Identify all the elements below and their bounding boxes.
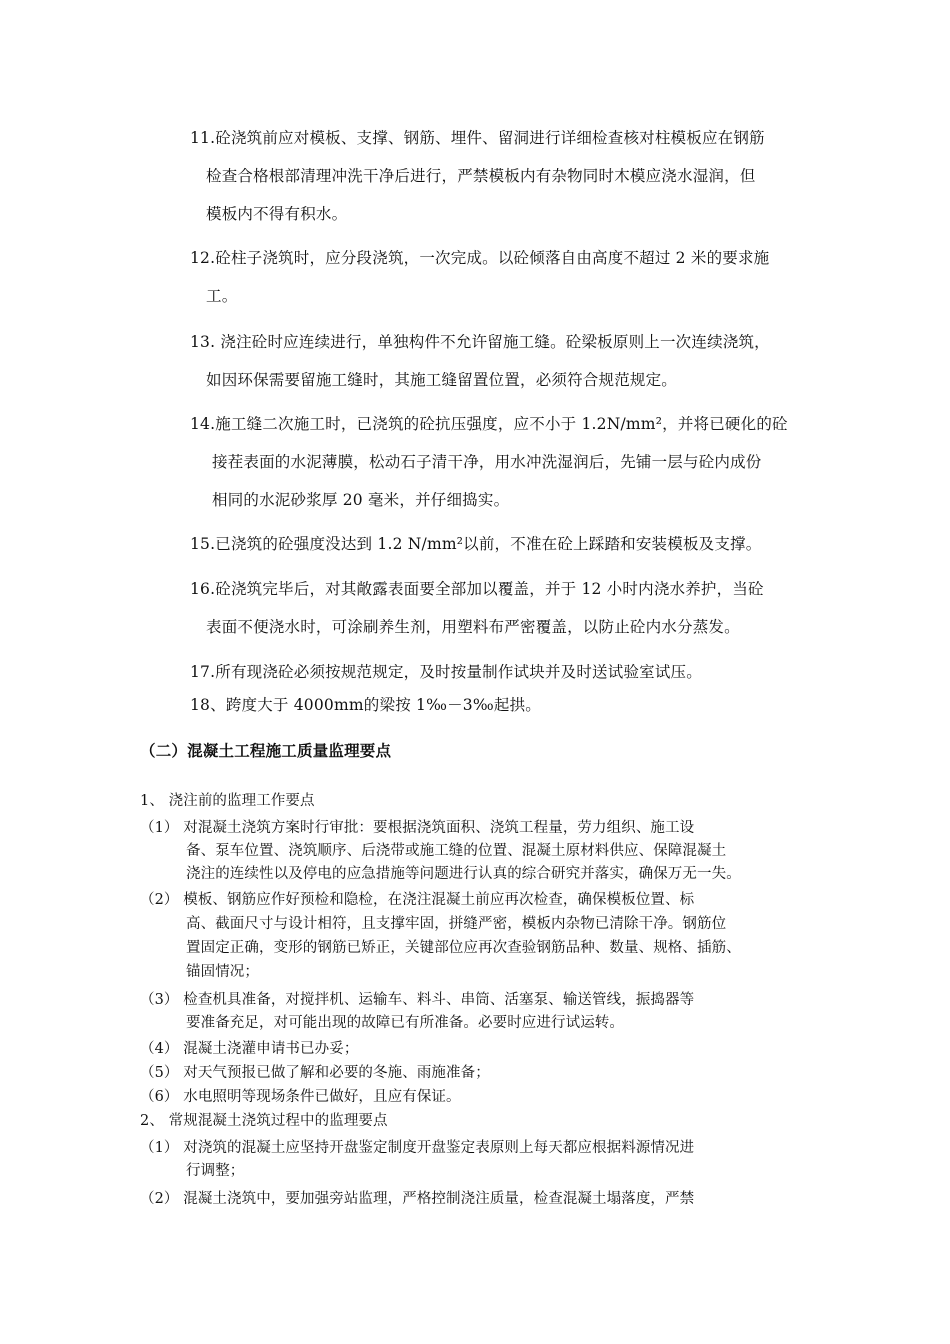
item-13-line-1: 13. 浇注砼时应连续进行，单独构件不允许留施工缝。砼梁板原则上一次连续浇筑， <box>190 333 770 351</box>
item-11-line-2: 检查合格根部清理冲洗干净后进行，严禁模板内有杂物同时木模应浇水湿润，但 <box>206 167 756 185</box>
sub2-item-2-line-1: （2） 混凝土浇筑中，要加强旁站监理，严格控制浇注质量，检查混凝土塌落度，严禁 <box>140 1191 695 1207</box>
item-14-line-2: 接茬表面的水泥薄膜，松动石子清干净，用水冲洗湿润后，先铺一层与砼内成份 <box>212 453 762 471</box>
sub1-item-2-line-3: 置固定正确，变形的钢筋已矫正，关键部位应再次查验钢筋品种、数量、规格、插筋、 <box>186 940 741 956</box>
sub1-item-2-line-2: 高、截面尺寸与设计相符，且支撑牢固，拼缝严密，模板内杂物已清除干净。钢筋位 <box>186 916 727 932</box>
item-14-line-3: 相同的水泥砂浆厚 20 毫米，并仔细捣实。 <box>212 491 510 509</box>
subsection-2-title: 2、 常规混凝土浇筑过程中的监理要点 <box>140 1113 388 1129</box>
item-11-line-3: 模板内不得有积水。 <box>206 205 348 223</box>
item-12-line-2: 工。 <box>206 287 238 305</box>
item-14-line-1: 14.施工缝二次施工时，已浇筑的砼抗压强度，应不小于 1.2N/mm²，并将已硬化的砼 <box>190 415 788 433</box>
sub2-item-1-line-2: 行调整； <box>186 1163 245 1179</box>
item-16-line-2: 表面不便浇水时，可涂刷养生剂，用塑料布严密覆盖，以防止砼内水分蒸发。 <box>206 618 740 636</box>
sub1-item-1-line-2: 备、泵车位置、浇筑顺序、后浇带或施工缝的位置、混凝土原材料供应、保障混凝土 <box>186 843 727 859</box>
subsection-1-title: 1、 浇注前的监理工作要点 <box>140 793 315 809</box>
sub1-item-4: （4） 混凝土浇灌申请书已办妥； <box>140 1041 359 1057</box>
sub1-item-5: （5） 对天气预报已做了解和必要的冬施、雨施准备； <box>140 1065 490 1081</box>
sub1-item-1-line-3: 浇注的连续性以及停电的应急措施等问题进行认真的综合研究并落实，确保万无一失。 <box>186 866 741 882</box>
item-13-line-2: 如因环保需要留施工缝时，其施工缝留置位置，必须符合规范规定。 <box>206 371 678 389</box>
section-heading: （二）混凝土工程施工质量监理要点 <box>140 741 392 760</box>
item-11-line-1: 11.砼浇筑前应对模板、支撑、钢筋、埋件、留洞进行详细检查核对柱模板应在钢筋 <box>190 129 765 147</box>
item-17-line-1: 17.所有现浇砼必须按规范规定，及时按量制作试块并及时送试验室试压。 <box>190 663 702 681</box>
item-18-line-1: 18、跨度大于 4000mm的梁按 1‰－3‰起拱。 <box>190 696 541 714</box>
sub1-item-3-line-2: 要准备充足，对可能出现的故障已有所准备。必要时应进行试运转。 <box>186 1015 624 1031</box>
sub1-item-6: （6） 水电照明等现场条件已做好，且应有保证。 <box>140 1089 461 1105</box>
item-15-line-1: 15.已浇筑的砼强度没达到 1.2 N/mm²以前，不准在砼上踩踏和安装模板及支撑。 <box>190 535 762 553</box>
sub1-item-3-line-1: （3） 检查机具准备，对搅拌机、运输车、料斗、串筒、活塞泵、输送管线，振捣器等 <box>140 992 695 1008</box>
sub1-item-2-line-4: 锚固情况； <box>186 964 259 980</box>
sub1-item-1-line-1: （1） 对混凝土浇筑方案时行审批：要根据浇筑面积、浇筑工程量，劳力组织、施工设 <box>140 820 695 836</box>
item-16-line-1: 16.砼浇筑完毕后，对其敞露表面要全部加以覆盖，并于 12 小时内浇水养护，当砼 <box>190 580 764 598</box>
sub1-item-2-line-1: （2） 模板、钢筋应作好预检和隐检，在浇注混凝土前应再次检查，确保模板位置、标 <box>140 892 695 908</box>
sub2-item-1-line-1: （1） 对浇筑的混凝土应坚持开盘鉴定制度开盘鉴定表原则上每天都应根据料源情况进 <box>140 1140 695 1156</box>
item-12-line-1: 12.砼柱子浇筑时，应分段浇筑，一次完成。以砼倾落自由高度不超过 2 米的要求施 <box>190 249 770 267</box>
